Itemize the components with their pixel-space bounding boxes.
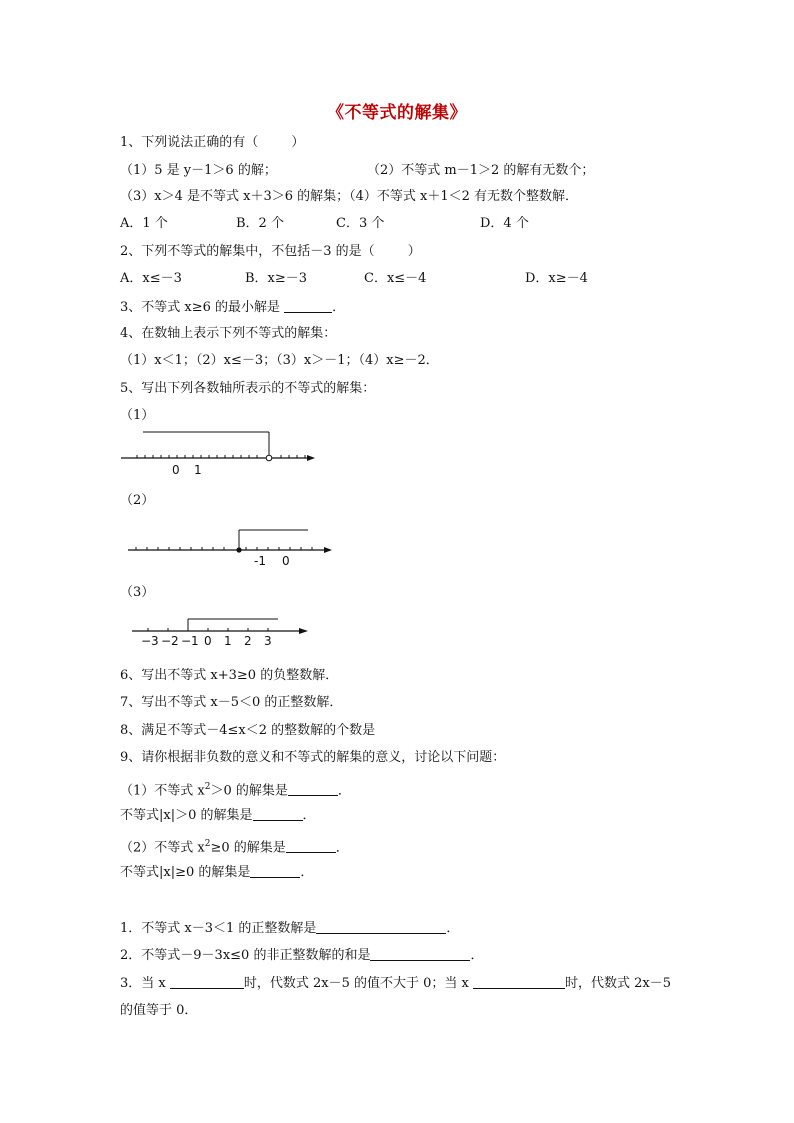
tick-label: −3 [141,634,159,648]
axis-arrow [299,628,308,634]
question-6: 6、写出不等式 x+3≥0 的负整数解． [120,668,339,683]
question-9-part-2b [120,863,313,881]
question-9-part-2a [120,835,349,856]
question-8: 8、满足不等式－4≤x＜2 的整数解的个数是 [120,723,376,738]
tick-label: 1 [224,634,232,648]
open-circle-endpoint [266,455,272,461]
period: ． [302,808,316,823]
answer-blank[interactable] [370,946,470,961]
question-3-text: 3、不等式 x≥6 的最小解是 [120,300,285,315]
practice-1 [120,919,459,937]
document-title: 《不等式的解集》 [327,103,467,123]
tick-label: 0 [204,634,212,648]
question-9: 9、请你根据非负数的意义和不等式的解集的意义，讨论以下问题： [120,750,506,765]
question-2-option-d: D．x≥－4 [525,271,588,286]
question-2-option-b: B．x≥－3 [245,271,308,286]
answer-blank[interactable] [253,806,303,821]
answer-blank[interactable] [250,863,300,878]
answer-blank[interactable] [288,781,338,796]
question-7: 7、写出不等式 x－5＜0 的正整数解． [120,695,343,710]
period: ． [332,300,346,315]
answer-blank[interactable] [286,838,336,853]
question-1-statement-1: （1）5 是 y－1＞6 的解； [120,163,277,178]
answer-blank[interactable] [170,974,244,989]
question-1: 1、下列说法正确的有（ ） [120,135,305,150]
closed-circle-endpoint [236,547,241,552]
q9-text: （2）不等式 x [120,840,205,856]
question-2-option-a: A．x≤－3 [120,271,182,286]
answer-blank[interactable] [284,298,332,313]
tick-label: 0 [172,463,180,477]
question-4-items: （1）x＜1；（2）x≤－3；（3）x＞－1；（4）x≥－2． [120,353,439,368]
question-1-option-c: C．3 个 [336,216,385,231]
question-5-part-1-label: （1） [120,408,155,423]
q9-text: 不等式|x|≥0 的解集是 [120,865,251,880]
question-5-part-3-label: （3） [120,585,155,600]
answer-blank[interactable] [316,919,446,934]
axis-arrow [307,455,315,461]
question-4: 4、在数轴上表示下列不等式的解集： [120,326,337,341]
question-2-option-c: C．x≤－4 [364,271,427,286]
period: ． [470,948,484,963]
practice-text: 3．当 x [120,976,170,991]
practice-text: 时，代数式 2x－5 的值不大于 0；当 x [243,976,474,991]
question-1-option-d: D．4 个 [480,216,529,231]
q9-text: ＞0 的解集是 [210,783,288,799]
practice-3-continued: 的值等于 0． [120,1003,198,1018]
question-9-part-1b [120,806,316,824]
q9-text: 不等式|x|＞0 的解集是 [120,808,253,823]
practice-text: 1．不等式 x－3＜1 的正整数解是 [120,921,317,936]
tick-label: 3 [264,634,272,648]
tick-label: 2 [244,634,252,648]
number-line-2 [122,522,338,572]
number-line-1 [115,425,325,480]
period: ． [446,921,460,936]
tick-label: −1 [181,634,199,648]
number-line-3 [128,614,313,650]
question-9-part-1a [120,778,351,799]
question-3 [120,298,345,316]
question-5: 5、写出下列各数轴所表示的不等式的解集： [120,381,376,396]
q9-text: （1）不等式 x [120,783,205,799]
question-1-statements-3-4: （3）x＞4 是不等式 x＋3＞6 的解集；（4）不等式 x＋1＜2 有无数个整数解． [120,189,579,204]
practice-3 [120,974,671,992]
tick-label: -1 [254,554,266,568]
question-1-option-b: B．2 个 [236,216,284,231]
question-1-option-a: A．1 个 [120,216,168,231]
tick-label: −2 [161,634,179,648]
exponent: 2 [204,782,211,792]
practice-2 [120,946,483,964]
period: ． [335,840,349,856]
tick-label: 0 [282,554,290,568]
answer-blank[interactable] [473,974,565,989]
question-2: 2、下列不等式的解集中，不包括－3 的是（ ） [120,244,421,259]
practice-text: 时，代数式 2x－5 [565,976,672,991]
period: ． [337,783,351,799]
axis-arrow [324,547,332,553]
practice-text: 2．不等式－9－3x≤0 的非正整数解的和是 [120,948,371,963]
period: ． [300,865,314,880]
question-1-statement-2: （2）不等式 m－1＞2 的解有无数个； [367,163,595,178]
question-5-part-2-label: （2） [120,493,155,508]
q9-text: ≥0 的解集是 [210,840,286,856]
exponent: 2 [204,839,211,849]
tick-label: 1 [194,463,202,477]
